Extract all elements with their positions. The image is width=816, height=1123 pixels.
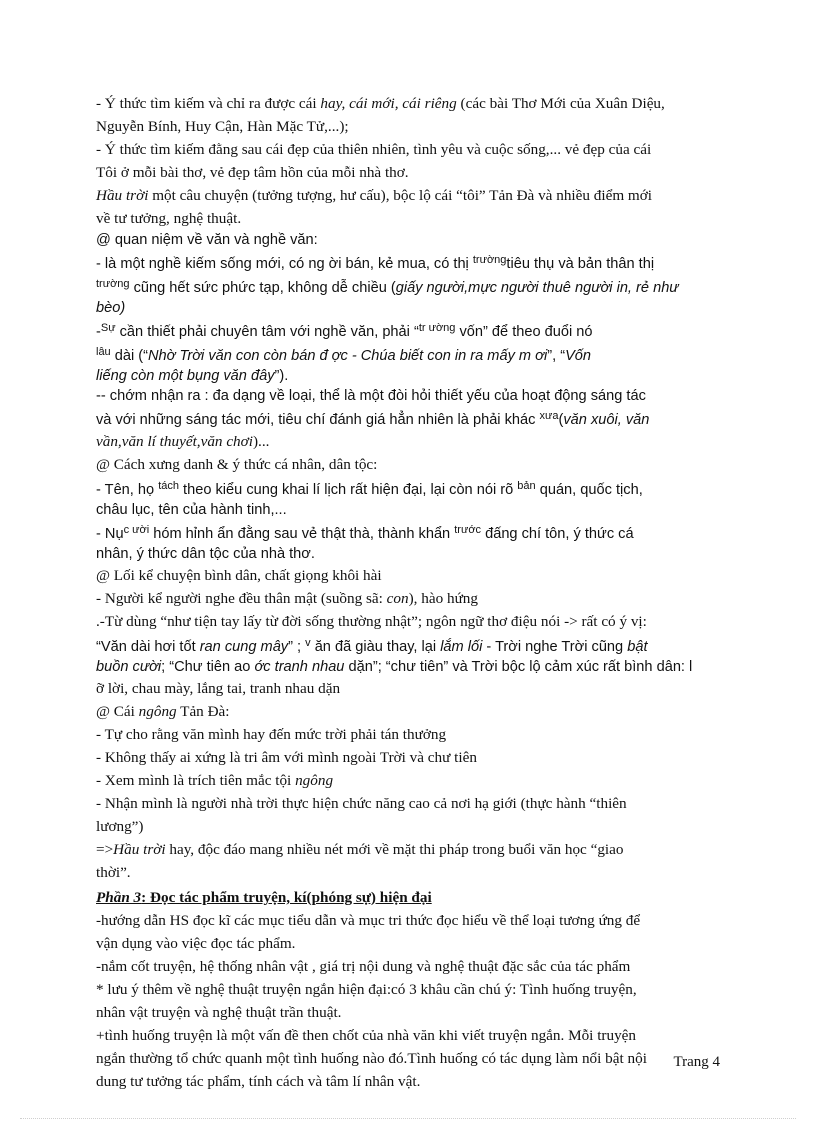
- text-run: - Nhận mình là người nhà trời thực hiện chức năng cao cả nơi hạ giới (thực hành “thiên: [96, 795, 627, 812]
- text-line: [96, 544, 722, 564]
- text-line: [96, 909, 722, 932]
- text-run: ngắn thường tổ chức quanh một tình huống nào đó.Tình huống có tác dụng làm nổi bật nội: [96, 1050, 647, 1067]
- text-line: [96, 861, 722, 884]
- text-line: [96, 700, 722, 723]
- text-run: ăn đã giàu thay, lại: [310, 639, 441, 655]
- section-heading-label: Phần 3: [96, 889, 142, 906]
- text-line: [96, 161, 722, 184]
- text-run: cũng hết sức phức tạp, không dễ chiều (: [129, 280, 396, 296]
- text-line: [96, 723, 722, 746]
- text-run: vận dụng vào việc đọc tác phẩm.: [96, 935, 296, 952]
- text-run: - Nụ: [96, 526, 124, 542]
- text-run: quán, quốc tịch,: [535, 482, 643, 498]
- text-run: ngông: [295, 772, 334, 789]
- text-line: [96, 1047, 722, 1070]
- text-line: [96, 1070, 722, 1093]
- text-run: @ Cách xưng danh & ý thức cá nhân, dân tộc:: [96, 456, 378, 473]
- text-line: [96, 610, 722, 633]
- text-run: liếng còn một bụng văn đây: [96, 368, 275, 384]
- text-line: [96, 342, 722, 366]
- text-run: ” ;: [288, 639, 306, 655]
- text-run: trường: [472, 254, 507, 266]
- text-run: giấy người,mực người thuê người in, rẻ như: [395, 280, 679, 296]
- text-line: [96, 453, 722, 476]
- text-line: [96, 633, 722, 657]
- text-line: [96, 115, 722, 138]
- text-line: [96, 500, 722, 520]
- text-line: [96, 657, 722, 677]
- section-heading: [96, 886, 722, 909]
- text-run: - Ý thức tìm kiếm và chỉ ra được cái: [96, 95, 321, 112]
- text-run: dài (“: [110, 348, 148, 364]
- text-line: [96, 250, 722, 274]
- text-line: [96, 564, 722, 587]
- text-run: bèo): [96, 300, 126, 316]
- section-heading-text: : Đọc tác phẩm truyện, kí(phóng sự) hiện đại: [141, 889, 432, 906]
- text-run: ớc tranh nhau: [254, 659, 345, 675]
- text-line: [96, 838, 722, 861]
- text-line: [96, 1001, 722, 1024]
- text-run: (: [558, 412, 564, 428]
- text-run: lắm lối: [440, 639, 483, 655]
- text-run: bản: [517, 480, 536, 492]
- text-run: Vốn: [565, 348, 592, 364]
- text-line: [96, 955, 722, 978]
- text-run: ran cung mây: [199, 639, 289, 655]
- text-run: đấng chí tôn, ý thức cá: [481, 526, 634, 542]
- text-run: vốn” để theo đuổi nó: [455, 324, 593, 340]
- text-line: [96, 386, 722, 406]
- text-run: các bài Thơ Mới của Xuân Diệu,: [465, 95, 665, 112]
- text-line: [96, 366, 722, 386]
- page-number: Trang 4: [673, 1054, 720, 1070]
- text-run: ”, “: [547, 348, 566, 364]
- text-line: [96, 1024, 722, 1047]
- text-run: (: [456, 95, 466, 112]
- text-run: lương”): [96, 818, 144, 835]
- text-run: @ Lối kể chuyện bình dân, chất giọng khôi hài: [96, 567, 382, 584]
- text-run: - Xem mình là trích tiên mắc tội: [96, 772, 296, 789]
- text-line: [96, 476, 722, 500]
- text-line: [96, 932, 722, 955]
- text-run: một câu chuyện (tưởng tượng, hư cấu), bộc lộ cái “tôi” Tản Đà và nhiều điểm mới: [148, 187, 652, 204]
- text-run: Sự: [100, 322, 116, 334]
- text-run: - Không thấy ai xứng là tri âm với mình ngoài Trời và chư tiên: [96, 749, 477, 766]
- text-line: [96, 92, 722, 115]
- text-run: - Trời nghe Trời cũng: [482, 639, 628, 655]
- text-line: [96, 138, 722, 161]
- text-run: +tình huống truyện là một vấn đề then chốt của nhà văn khi viết truyện ngắn. Mỗi truyện: [96, 1027, 637, 1044]
- text-line: [96, 430, 722, 453]
- text-run: * lưu ý thêm về nghệ thuật truyện ngắn hiện đại:có 3 khâu cần chú ý: Tình huống truyện,: [96, 981, 637, 998]
- text-line: [96, 184, 722, 207]
- text-run: Hầu trời: [113, 841, 166, 858]
- text-run: ngông: [138, 703, 177, 720]
- text-run: @ quan niệm về văn và nghề văn:: [96, 232, 318, 248]
- text-run: thời”.: [96, 864, 131, 881]
- text-run: lâu: [96, 346, 111, 358]
- text-run: - Tự cho rằng văn mình hay đến mức trời phải tán thưởng: [96, 726, 447, 743]
- text-run: dặn”; “chư tiên” và Trời bộc lộ cảm xúc rất bình dân: l: [344, 659, 693, 675]
- text-line: [96, 207, 722, 230]
- text-run: Hầu trời: [96, 187, 149, 204]
- text-run: châu lục, tên của hành tinh,...: [96, 502, 287, 518]
- text-run: tách: [158, 480, 179, 492]
- text-line: [96, 746, 722, 769]
- text-run: Tản Đà:: [176, 703, 230, 720]
- text-line: [96, 769, 722, 792]
- text-run: Nguyễn Bính, Huy Cận, Hàn Mặc Tử,...);: [96, 118, 349, 135]
- text-line: [96, 298, 722, 318]
- text-run: buồn cười: [96, 659, 162, 675]
- text-run: theo kiểu cung khai lí lịch rất hiện đại, lại còn nói rõ: [179, 482, 518, 498]
- text-run: hay, độc đáo mang nhiều nét mới về mặt thi pháp trong buổi văn học “giao: [165, 841, 624, 858]
- text-run: con: [386, 590, 409, 607]
- text-run: “Văn dài hơi tốt: [96, 639, 200, 655]
- text-line: [96, 230, 722, 250]
- text-run: vần,văn lí thuyết,văn chơi: [96, 433, 253, 450]
- text-run: -: [96, 324, 101, 340]
- text-run: hóm hỉnh ẩn đằng sau vẻ thật thà, thành khẩn: [149, 526, 455, 542]
- page-bottom-divider: [20, 1118, 796, 1119]
- text-run: @ Cái: [96, 703, 139, 720]
- text-run: hay, cái mới, cái riêng: [320, 95, 457, 112]
- text-line: [96, 815, 722, 838]
- text-line: [96, 978, 722, 1001]
- page-body: [96, 92, 722, 1093]
- text-run: ”).: [274, 368, 289, 384]
- text-run: - Người kể người nghe đều thân mật (suồng sã:: [96, 590, 387, 607]
- text-run: .-Từ dùng “như tiện tay lấy từ đời sống thường nhật”; ngôn ngữ thơ điệu nói -> rất có ý vị:: [96, 613, 647, 630]
- text-run: tr ường: [418, 322, 456, 334]
- text-run: - Ý thức tìm kiếm đằng sau cái đẹp của thiên nhiên, tình yêu và cuộc sống,... vẻ đẹp của cái: [96, 141, 652, 158]
- text-run: v: [305, 637, 311, 649]
- text-line: [96, 587, 722, 610]
- text-line: [96, 520, 722, 544]
- text-run: -hướng dẫn HS đọc kĩ các mục tiểu dẫn và mục tri thức đọc hiểu về thể loại tương ứng để: [96, 912, 641, 929]
- text-run: =>: [96, 841, 114, 858]
- text-run: )...: [252, 433, 270, 450]
- text-run: dung tư tưởng tác phẩm, tính cách và tâm lí nhân vật.: [96, 1073, 421, 1090]
- text-run: - là một nghề kiếm sống mới, có ng ời bán, kẻ mua, có thị: [96, 256, 473, 272]
- text-run: văn xuôi, văn: [563, 412, 650, 428]
- text-line: [96, 318, 722, 342]
- text-run: ; “Chư tiên ao: [161, 659, 255, 675]
- text-run: -nắm cốt truyện, hệ thống nhân vật , giá trị nội dung và nghệ thuật đặc sắc của tác phẩm: [96, 958, 631, 975]
- text-run: ỡ lời, chau mày, lắng tai, tranh nhau dặn: [96, 680, 341, 697]
- text-line: [96, 677, 722, 700]
- text-line: [96, 406, 722, 430]
- text-run: xưa: [539, 410, 559, 422]
- text-run: cần thiết phải chuyên tâm với nghề văn, phải “: [115, 324, 419, 340]
- text-run: nhân vật truyện và nghệ thuật trần thuật.: [96, 1004, 342, 1021]
- text-run: trường: [96, 278, 130, 290]
- text-run: Tôi ở mỗi bài thơ, vẻ đẹp tâm hồn của mỗi nhà thơ.: [96, 164, 409, 181]
- text-run: trước: [454, 524, 482, 536]
- text-run: -- chớm nhận ra : đa dạng về loại, thể là một đòi hỏi thiết yếu của hoạt động sáng tác: [96, 388, 646, 404]
- text-line: [96, 792, 722, 815]
- text-run: Nhờ Trời văn con còn bán đ ợc - Chúa biết con in ra mấy m ơi: [148, 348, 548, 364]
- text-run: c ười: [123, 524, 150, 536]
- text-run: về tư tưởng, nghệ thuật.: [96, 210, 242, 227]
- text-run: - Tên, họ: [96, 482, 159, 498]
- text-run: tiêu thụ và bản thân thị: [506, 256, 655, 272]
- text-run: ), hào hứng: [408, 590, 478, 607]
- text-run: nhân, ý thức dân tộc của nhà thơ.: [96, 546, 315, 562]
- text-run: bật: [627, 639, 648, 655]
- text-line: [96, 274, 722, 298]
- text-run: và với những sáng tác mới, tiêu chí đánh giá hẳn nhiên là phải khác: [96, 412, 540, 428]
